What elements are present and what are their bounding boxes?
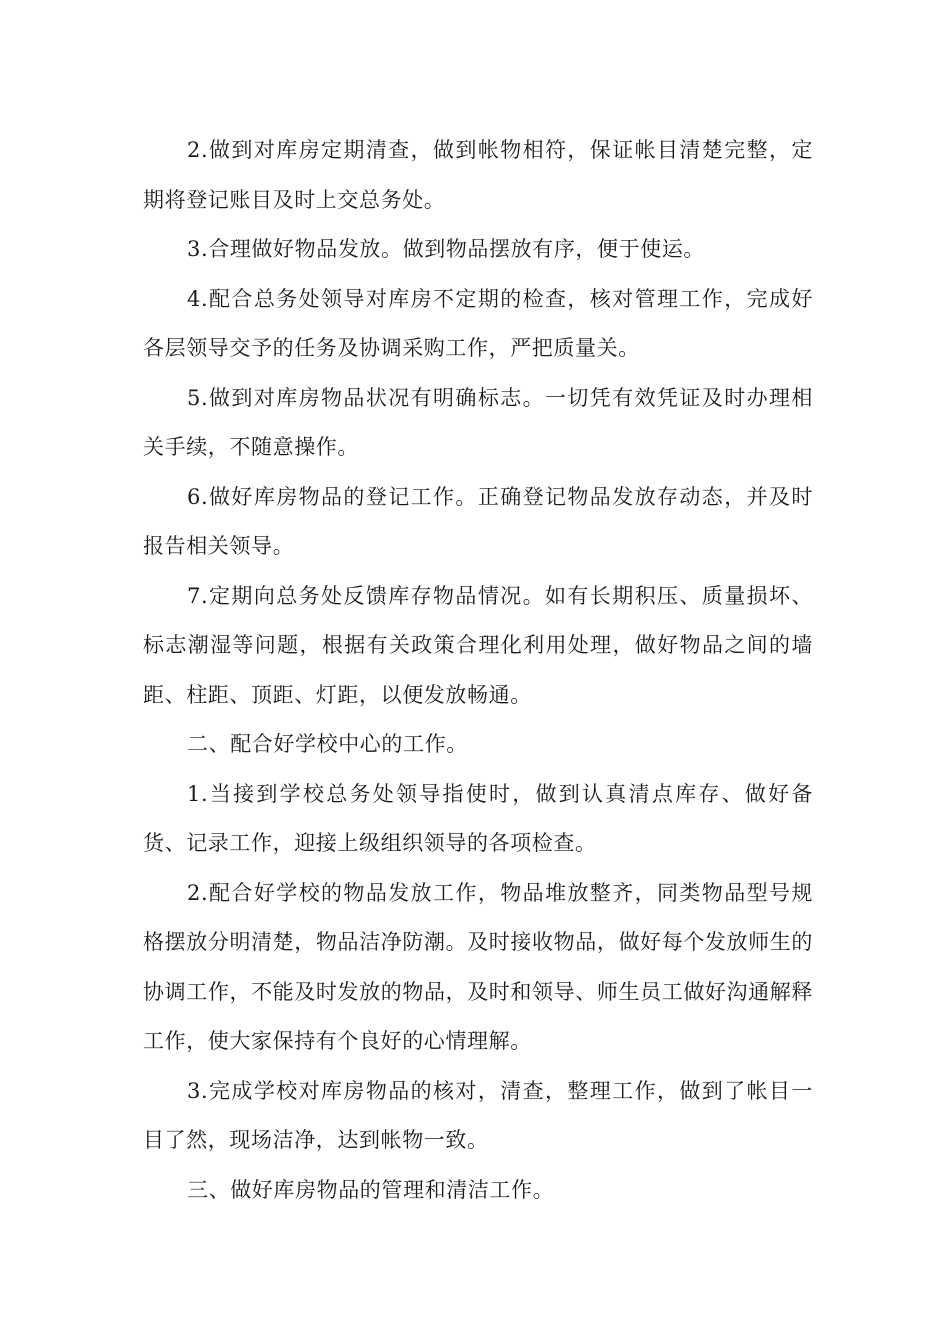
document-body — [143, 126, 813, 1215]
section-heading-3: 三、做好库房物品的管理和清洁工作。 — [187, 1177, 555, 1202]
paragraph-item-7-feedback: 7.定期向总务处反馈库存物品情况。如有长期积压、质量损坏、标志潮湿等问题，根据有关政策合理化利用处理，做好物品之间的墙距、柱距、顶距、灯距，以便发放畅通。 — [143, 583, 813, 707]
paragraph-item-4-cooperation: 4.配合总务处领导对库房不定期的检查，核对管理工作，完成好各层领导交予的任务及协调采购工作，严把质量关。 — [143, 286, 813, 360]
paragraph-item-1-inspection: 1.当接到学校总务处领导指使时，做到认真清点库存、做好备货、记录工作，迎接上级组织领导的各项检查。 — [143, 781, 813, 855]
paragraph-item-5-labeling: 5.做到对库房物品状况有明确标志。一切凭有效凭证及时办理相关手续，不随意操作。 — [143, 385, 813, 459]
paragraph-item-2-inventory-check: 2.做到对库房定期清查，做到帐物相符，保证帐目清楚完整，定期将登记账目及时上交总务处。 — [143, 138, 813, 212]
paragraph-item-6-registration: 6.做好库房物品的登记工作。正确登记物品发放存动态，并及时报告相关领导。 — [143, 484, 813, 558]
paragraph-item-3-distribution: 3.合理做好物品发放。做到物品摆放有序，便于使运。 — [187, 237, 706, 261]
paragraph-item-3-verification: 3.完成学校对库房物品的核对，清查，整理工作，做到了帐目一目了然，现场洁净，达到帐物一致。 — [143, 1078, 813, 1152]
paragraph-item-2-distribution-work: 2.配合好学校的物品发放工作，物品堆放整齐，同类物品型号规格摆放分明清楚，物品洁净防潮。及时接收物品，做好每个发放师生的协调工作，不能及时发放的物品，及时和领导、师生员工做好沟通解释工作，使大家保持有个良好的心情理解。 — [143, 880, 813, 1053]
section-heading-2: 二、配合好学校中心的工作。 — [187, 732, 468, 756]
